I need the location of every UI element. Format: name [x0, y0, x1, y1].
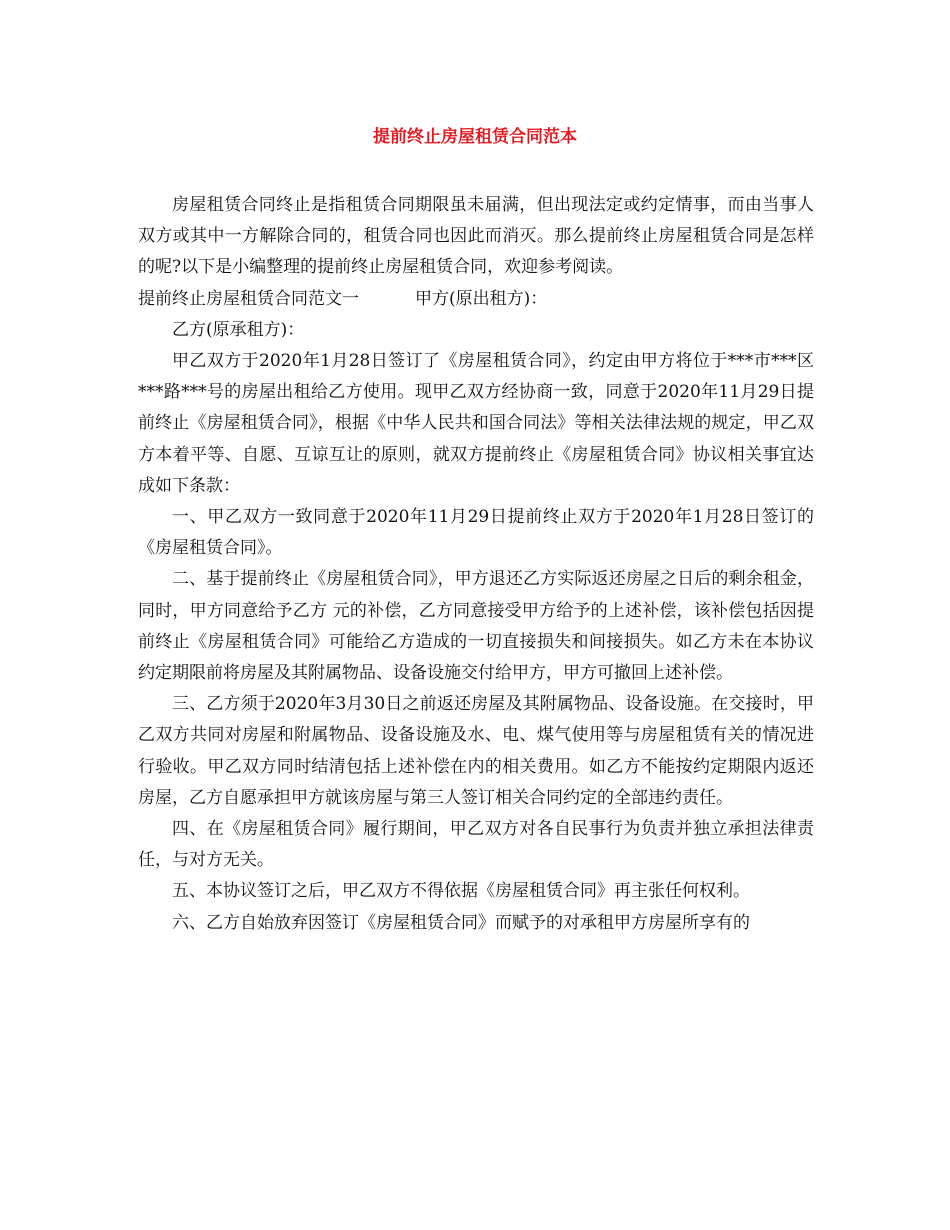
- preamble-paragraph: 甲乙双方于2020年1月28日签订了《房屋租赁合同》，约定由甲方将位于***市***区***路***号的房屋出租给乙方使用。现甲乙双方经协商一致，同意于2020年11月29日提前终止《房屋租赁合同》，根据《中华人民共和国合同法》等相关法律法规的规定，甲乙双方本着平等、自愿、互谅互让的原则，就双方提前终止《房屋租赁合同》协议相关事宜达成如下条款：: [138, 351, 814, 496]
- document-title: 提前终止房屋租赁合同范本: [373, 127, 577, 147]
- party-a-line: 甲方(原出租方)：: [415, 288, 548, 309]
- party-b-line: 乙方(原承租方)：: [172, 319, 305, 340]
- intro-paragraph: 房屋租赁合同终止是指租赁合同期限虽未届满，但出现法定或约定情事，而由当事人双方或其中一方解除合同的，租赁合同也因此而消灭。那么提前终止房屋租赁合同是怎样的呢?以下是小编整理的提前终止房屋租赁合同，欢迎参考阅读。: [138, 195, 814, 278]
- document-body: [138, 190, 814, 939]
- clause-2: 二、基于提前终止《房屋租赁合同》，甲方退还乙方实际返还房屋之日后的剩余租金，同时，甲方同意给予乙方 元的补偿，乙方同意接受甲方给予的上述补偿，该补偿包括因提前终止《房屋租赁合同》可能给乙方造成的一切直接损失和间接损失。如乙方未在本协议约定期限前将房屋及其附属物品、设备设施交付给甲方，甲方可撤回上述补偿。: [138, 569, 814, 684]
- clause-3: 三、乙方须于2020年3月30日之前返还房屋及其附属物品、设备设施。在交接时，甲乙双方共同对房屋和附属物品、设备设施及水、电、煤气使用等与房屋租赁有关的情况进行验收。甲乙双方同时结清包括上述补偿在内的相关费用。如乙方不能按约定期限内返还房屋，乙方自愿承担甲方就该房屋与第三人签订相关合同约定的全部违约责任。: [138, 694, 814, 808]
- clause-4: 四、在《房屋租赁合同》履行期间，甲乙双方对各自民事行为负责并独立承担法律责任，与对方无关。: [138, 819, 814, 871]
- sample-heading: 提前终止房屋租赁合同范文一: [138, 288, 359, 309]
- clause-6: 六、乙方自始放弃因签订《房屋租赁合同》而赋予的对承租甲方房屋所享有的: [172, 912, 750, 933]
- clause-1: 一、甲乙双方一致同意于2020年11月29日提前终止双方于2020年1月28日签订的《房屋租赁合同》。: [138, 507, 814, 559]
- clause-5: 五、本协议签订之后，甲乙双方不得依据《房屋租赁合同》再主张任何权利。: [172, 881, 750, 902]
- sample-heading-line: [138, 284, 814, 315]
